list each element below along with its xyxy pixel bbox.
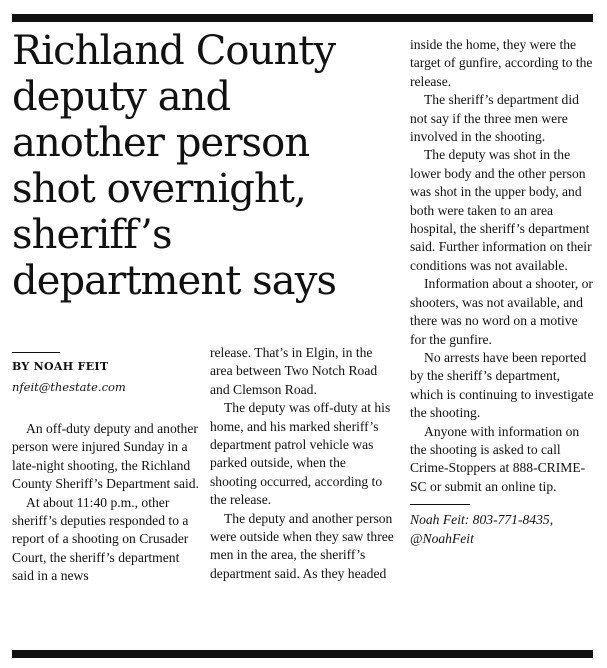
paragraph: release. That’s in Elgin, in the area between Two Notch Road and Clemson Road. <box>210 345 378 397</box>
paragraph: The deputy and another person were outside when they saw three men in the area, the sheriff’s department said. As they headed <box>210 510 394 581</box>
article-column-3 <box>410 36 596 548</box>
paragraph: An off-duty deputy and another person were injured Sunday in a late-night shooting, the Richland County Sheriff’s Department said. <box>12 421 200 492</box>
article-column-2 <box>210 344 396 583</box>
tagline-divider <box>410 504 470 505</box>
paragraph: inside the home, they were the target of gunfire, according to the release. <box>410 37 593 89</box>
paragraph: No arrests have been reported by the sheriff’s department, which is continuing to investigate the shooting. <box>410 349 594 421</box>
top-rule <box>12 14 593 22</box>
byline: BY NOAH FEIT <box>12 360 109 373</box>
author-email: nfeit@thestate.com <box>12 380 126 394</box>
paragraph: At about 11:40 p.m., other sheriff’s deputies responded to a report of a shooting on Crusader Court, the sheriff’s department said in a news <box>12 494 189 584</box>
author-contact-tagline: Noah Feit: 803-771-8435, @NoahFeit <box>410 512 554 546</box>
paragraph: Anyone with information on the shooting is asked to call Crime-Stoppers at 888-CRIME-SC or submit an online tip. <box>410 423 586 494</box>
byline-divider <box>12 352 60 353</box>
headline: Richland County deputy and another person shot overnight, sheriff’s department says <box>12 28 337 304</box>
article-column-1 <box>12 420 200 586</box>
paragraph: Information about a shooter, or shooters, was not available, and there was no word on a motive for the gunfire. <box>410 276 593 347</box>
bottom-rule <box>12 650 593 658</box>
paragraph: The deputy was shot in the lower body and the other person was shot in the upper body, and both were taken to an area hospital, the sheriff’s department said. Further information on their conditions was not available. <box>410 147 592 273</box>
paragraph: The sheriff’s department did not say if the three men were involved in the shooting. <box>410 92 579 145</box>
paragraph: The deputy was off-duty at his home, and his marked sheriff’s department patrol vehicle was parked outside, when the shooting occurred, according to the release. <box>210 400 391 508</box>
